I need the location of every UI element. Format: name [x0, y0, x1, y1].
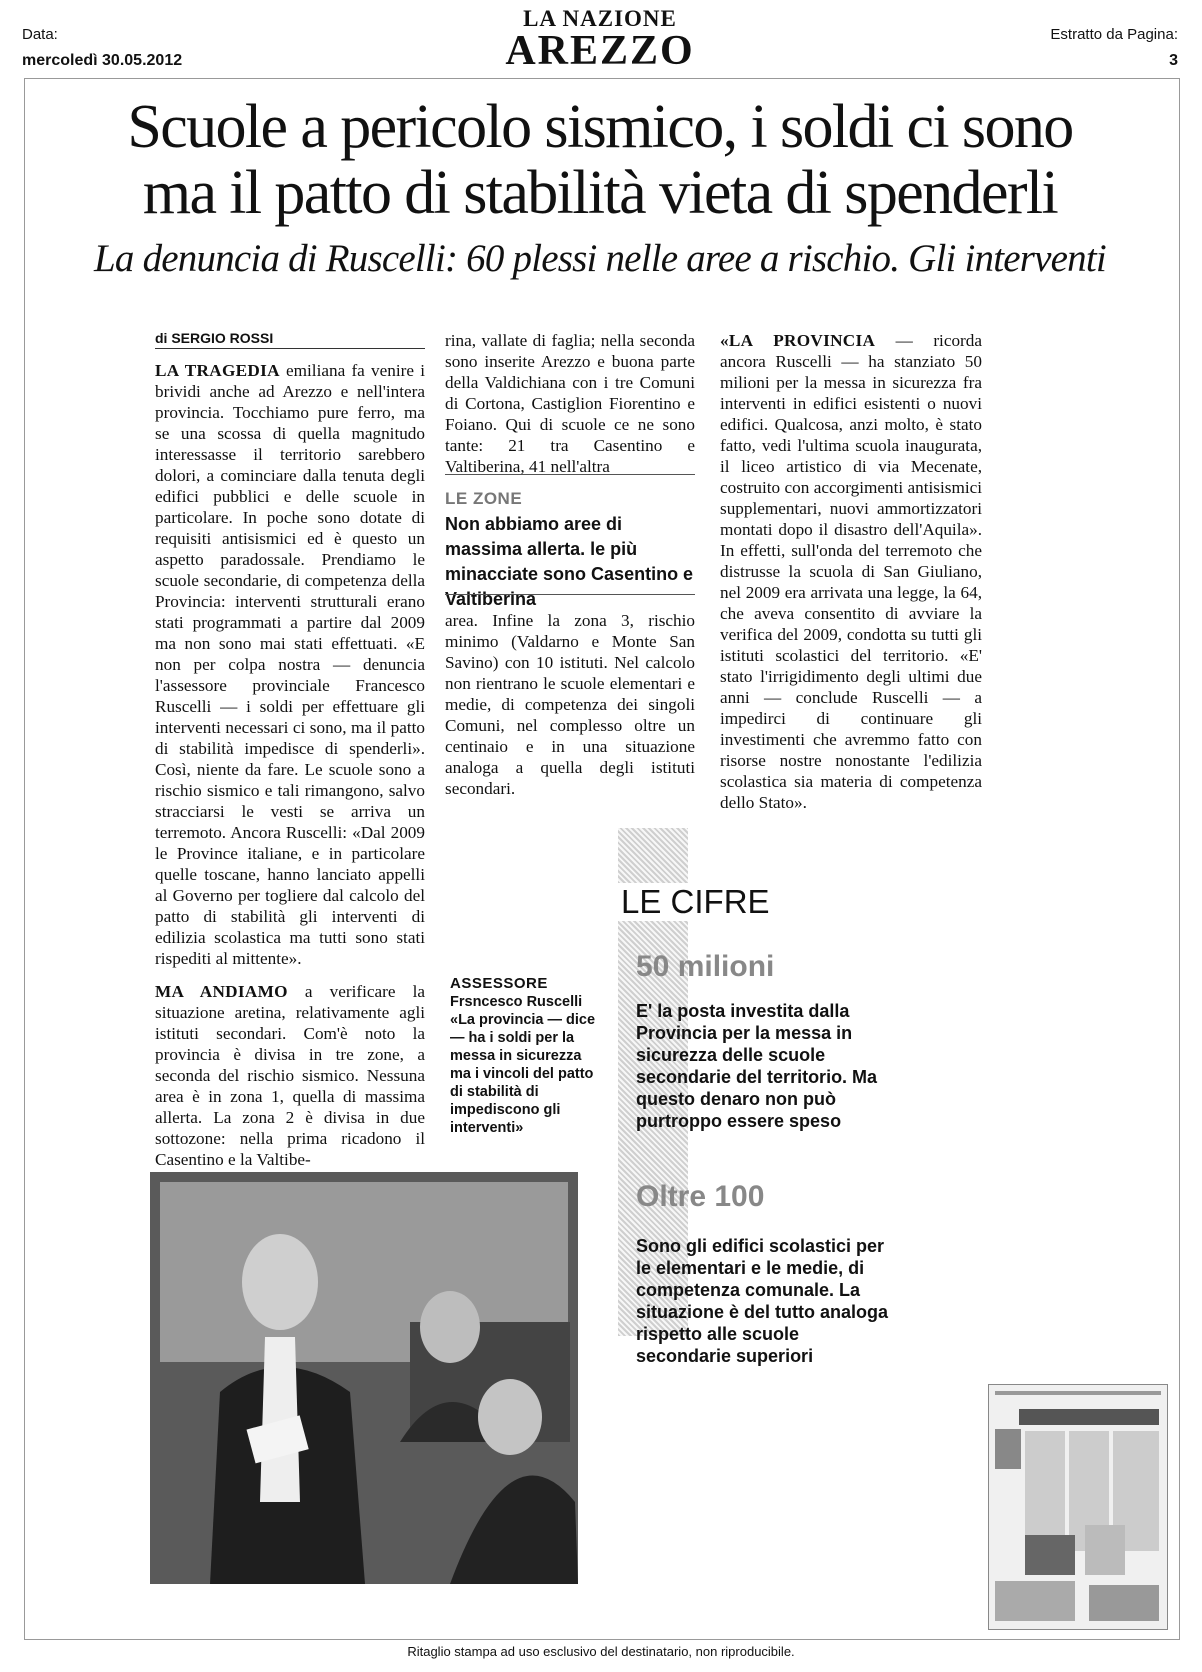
cifre-text-1: E' la posta investita dalla Provincia per la messa in sicurezza delle scuole secondarie del territorio. Ma questo denaro non può purtroppo essere speso: [636, 1001, 878, 1131]
caption-quote: «La provincia — dice — ha i soldi per la messa in sicurezza ma i vincoli del patto di stabilità di impediscono gli interventi»: [450, 1012, 596, 1136]
caption-name: Frsncesco Ruscelli: [450, 994, 583, 1010]
masthead-main: AREZZO: [505, 28, 695, 74]
headline-line-2: ma il patto di stabilità vieta di spenderli: [142, 159, 1058, 227]
paragraph-ma-andiamo: [155, 981, 425, 1170]
text-ma-andiamo: a verificare la situazione aretina, relativamente agli istituti secondari. Com'è noto la provincia è divisa in tre zone, a seconda del rischio sismico. Nessuna area è in zona 1, quella di massima allerta. La zona 2 è divisa in due sottozone: nella prima ricadono il Casentino e la Valtibe-: [155, 982, 425, 1169]
assessore-photo: [150, 1172, 578, 1584]
page-number: 3: [1169, 52, 1178, 69]
divider: [445, 594, 695, 595]
article-column-2-bottom: [445, 610, 695, 799]
paragraph-tragedia: [155, 360, 425, 969]
text-tragedia: emiliana fa venire i brividi anche ad Arezzo e nell'intera provincia. Tocchiamo pure ferro, ma se una scossa di quella magnitudo interessasse il territorio sarebbero dolori, a cominciare dalla tenuta degli edifici pubblici e delle scuole in particolare. In poche sono dotate di requisiti antisismici ed è questo un aspetto paradossale. Prendiamo le scuole secondarie, di competenza della Provincia: interventi strutturali erano stati programmati a partire dal 2009 ma non sono mai stati effettuati. «E non per colpa nostra — denuncia l'assessore provinciale Francesco Ruscelli — i soldi per effettuare gli interventi necessari ci sono, ma il patto di stabilità impedisce di spenderli». Così, niente da fare. Le scuole sono a rischio sismico e tali rimangono, salvo stracciarsi le vesti se arriva un terremoto. Ancora Ruscelli: «Dal 2009 le Province italiane, e in particolare quelle toscane, hanno lanciato appelli al Governo per togliere dal calcolo del patto di stabilità gli interventi di edilizia scolastica ma tutti sono stati rispediti al mittente».: [155, 361, 425, 968]
cifre-text-2: Sono gli edifici scolastici per le elementari e le medie, di competenza comunale. La situazione è del tutto analoga rispetto alle scuole secondarie superiori: [636, 1236, 889, 1366]
paragraph-la-provincia: [720, 330, 982, 813]
lead-la-provincia: «LA PROVINCIA: [720, 331, 876, 350]
page-label: Estratto da Pagina:: [1050, 26, 1178, 43]
cifre-value-1: 50 milioni: [636, 950, 775, 983]
photo-illustration: [150, 1172, 578, 1584]
divider: [445, 474, 695, 475]
text-col2-bottom: area. Infine la zona 3, rischio minimo (Valdarno e Monte San Savino) con 10 istituti. Nel calcolo non rientrano le scuole elementari e medie, di competenza dei singoli Comuni, nel complesso oltre un centinaio e in una situazione analoga a quella degli istituti secondari.: [445, 611, 695, 798]
lead-ma-andiamo: MA ANDIAMO: [155, 982, 288, 1001]
date-value: mercoledì 30.05.2012: [22, 52, 183, 69]
subhead: La denuncia di Ruscelli: 60 plessi nelle aree a rischio. Gli interventi: [94, 237, 1106, 280]
zone-kicker: LE ZONE: [445, 489, 523, 508]
thumbnail-drawing: [989, 1385, 1167, 1629]
article-column-2-top: [445, 330, 695, 477]
text-col2-top: rina, vallate di faglia; nella seconda sono inserite Arezzo e buona parte della Valdichiana con i tre Comuni di Cortona, Castiglion Fiorentino e Foiano. Qui di scuole ce ne sono tante: 21 tra Casentino e Valtiberina, 41 nell'altra: [445, 331, 695, 476]
page-thumbnail: [988, 1384, 1168, 1630]
caption-kicker: ASSESSORE: [450, 975, 548, 992]
article-column-3: [720, 330, 982, 813]
footer-note: Ritaglio stampa ad uso esclusivo del destinatario, non riproducibile.: [407, 1644, 795, 1659]
article-column-1: [155, 360, 425, 1170]
photo-caption: [450, 975, 600, 1137]
masthead-top: LA NAZIONE: [523, 6, 677, 31]
headline-line-1: Scuole a pericolo sismico, i soldi ci sono: [127, 93, 1073, 161]
text-la-provincia: — ricorda ancora Ruscelli — ha stanziato 50 milioni per la messa in sicurezza fra interventi in edifici esistenti o nuovi edifici. Qualcosa, anzi molto, è stato fatto, vedi l'ultima scuola inaugurata, il liceo artistico di via Mecenate, costruito con accorgimenti antisismici supplementari, nuovi ammortizzatori montati dopo il disastro dell'Aquila». In effetti, sull'onda del terremoto che distrusse la scuola di San Giuliano, nel 2009 era arrivata una legge, la 64, che aveva consentito di avviare la verifica del 2009, condotta su tutti gli istituti scolastici del territorio. «E' stato l'irrigidimento degli ultimi due anni — conclude Ruscelli — a impedirci di continuare gli investimenti che avremmo fatto con risorse nostre nonostante l'edilizia scolastica sia materia di competenza dello Stato».: [720, 331, 982, 812]
lead-tragedia: LA TRAGEDIA: [155, 361, 280, 380]
cifre-title: LE CIFRE: [615, 883, 776, 921]
zone-title: Non abbiamo aree di massima allerta. le più minacciate sono Casentino e Valtiberina: [445, 514, 694, 609]
date-label: Data:: [22, 26, 58, 43]
byline: di SERGIO ROSSI: [155, 330, 425, 349]
cifre-value-2: Oltre 100: [636, 1180, 765, 1213]
